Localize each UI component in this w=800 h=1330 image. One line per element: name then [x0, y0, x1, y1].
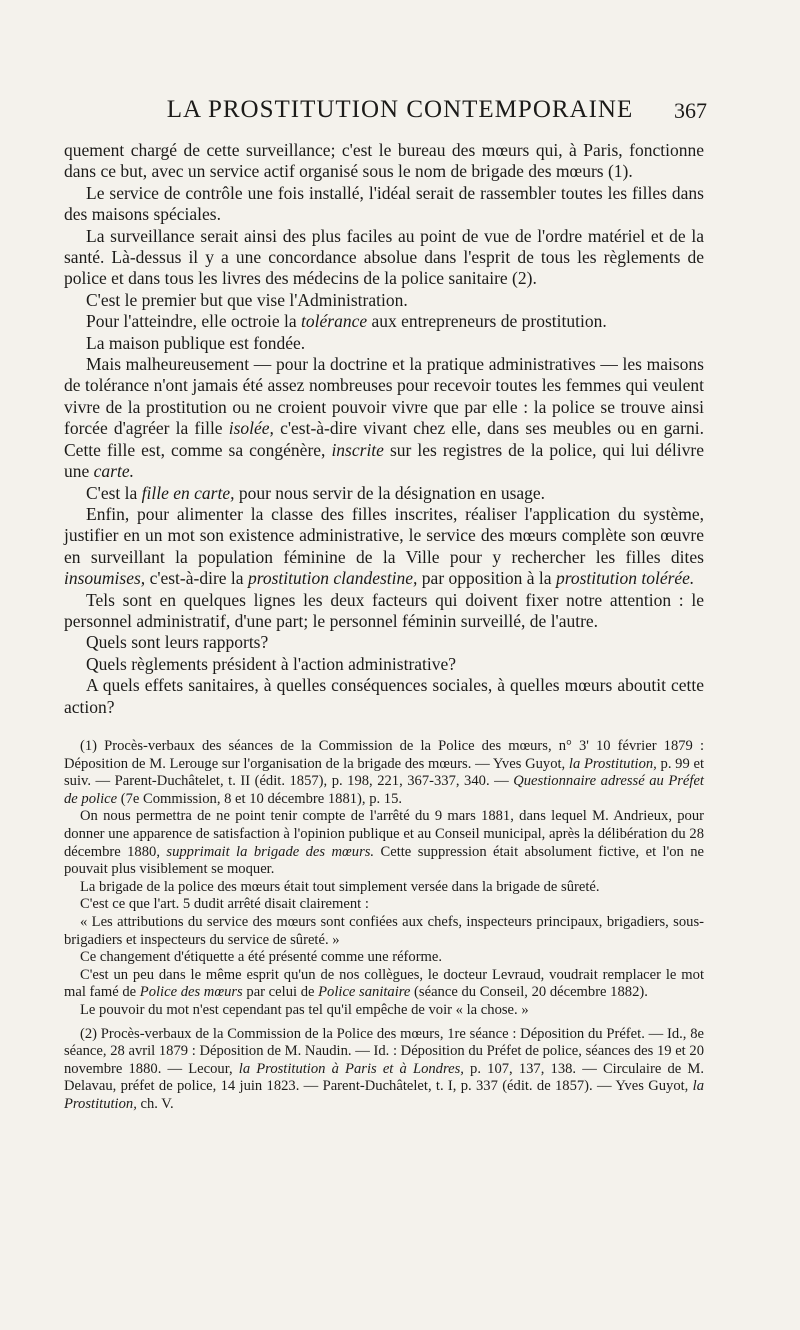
paragraph: Quels règlements président à l'action administrative?	[86, 653, 457, 674]
paragraph: quement chargé de cette surveillance; c'est le bureau des mœurs qui, à Paris, fonctionne dans ce but, avec un service actif organisé sous le nom de brigade des mœurs (1).	[64, 140, 704, 182]
footnote-paragraph: C'est ce que l'art. 5 dudit arrêté disait clairement :	[80, 896, 369, 913]
footnote-quote: « Les attributions du service des mœurs sont confiées aux chefs, inspecteurs principaux, brigadiers, sous-brigadiers et inspecteurs du service de sûreté. »	[64, 913, 704, 948]
paragraph: C'est le premier but que vise l'Administration.	[86, 289, 408, 310]
main-text	[64, 140, 704, 718]
footnote-paragraph: La brigade de la police des mœurs était tout simplement versée dans la brigade de sûreté.	[80, 878, 600, 895]
footnote-paragraph: C'est un peu dans le même esprit qu'un de nos collègues, le docteur Levraud, voudrait remplacer le mot mal famé de Police des mœurs par celui de Police sanitaire (séance du Conseil, 20 décembre 1882).	[64, 966, 704, 1001]
running-title: LA PROSTITUTION CONTEMPORAINE	[166, 96, 634, 123]
page-number: 367	[674, 98, 707, 123]
paragraph: Quels sont leurs rapports?	[86, 632, 269, 653]
footnote-paragraph: Ce changement d'étiquette a été présenté comme une réforme.	[80, 949, 443, 966]
paragraph: A quels effets sanitaires, à quelles conséquences sociales, à quelles mœurs aboutit cette action?	[64, 675, 704, 717]
paragraph: Le service de contrôle une fois installé, l'idéal serait de rassembler toutes les filles dans des maisons spéciales.	[64, 182, 704, 225]
paragraph: La surveillance serait ainsi des plus faciles au point de vue de l'ordre matériel et de la santé. Là-dessus il y a une concordance absolue dans l'esprit de tous les règlements de police et dans tous les livres des médecins de la police sanitaire (2).	[64, 225, 704, 289]
paragraph: Enfin, pour alimenter la classe des filles inscrites, réaliser l'application du système, justifier en un mot son existence administrative, le service des mœurs complète son œuvre en surveillant la population féminine de la Ville pour y rechercher les filles dites insoumises, c'est-à-dire la prostitution clandestine, par opposition à la prostitution tolérée.	[64, 503, 704, 589]
paragraph: Tels sont en quelques lignes les deux facteurs qui doivent fixer notre attention : le personnel administratif, d'une part; le personnel féminin surveillé, de l'autre.	[64, 589, 704, 631]
footnote-paragraph: On nous permettra de ne point tenir compte de l'arrêté du 9 mars 1881, dans lequel M. Andrieux, pour donner une apparence de satisfaction à l'opinion publique et au Conseil municipal, après la délibération du 28 décembre 1880, supprimait la brigade des mœurs. Cette suppression était absolument fictive, et l'on ne pouvait plus visiblement se moquer.	[64, 808, 705, 878]
paragraph: Pour l'atteindre, elle octroie la tolérance aux entrepreneurs de prostitution.	[86, 311, 607, 332]
page-header	[0, 96, 800, 126]
paragraph: Mais malheureusement — pour la doctrine et la pratique administratives — les maisons de tolérance n'ont jamais été assez nombreuses pour recevoir toutes les femmes qui veulent vivre de la prostitution ou ne croient pouvoir vivre que par elle : la police se trouve ainsi forcée d'agréer la fille isolée, c'est-à-dire vivant chez elle, dans ses meubles ou en garni. Cette fille est, comme sa congénère, inscrite sur les registres de la police, qui lui délivre une carte.	[64, 354, 704, 482]
paragraph: La maison publique est fondée.	[86, 332, 306, 353]
footnotes	[64, 738, 704, 1113]
footnote-2: (2) Procès-verbaux de la Commission de la Police des mœurs, 1re séance : Déposition du Préfet. — Id., 8e séance, 28 avril 1879 : Déposition de M. Naudin. — Id. : Déposition du Préfet de police, séances des 19 et 20 novembre 1880. — Lecour, la Prostitution à Paris et à Londres, p. 107, 137, 138. — Circulaire de M. Delavau, préfet de police, 14 juin 1823. — Parent-Duchâtelet, t. I, p. 337 (édit. de 1857). — Yves Guyot, la Prostitution, ch. V.	[64, 1025, 704, 1112]
footnote-paragraph: Le pouvoir du mot n'est cependant pas tel qu'il empêche de voir « la chose. »	[80, 1001, 529, 1018]
footnote-1: (1) Procès-verbaux des séances de la Commission de la Police des mœurs, n° 3' 10 février 1879 : Déposition de M. Lerouge sur l'organisation de la brigade des mœurs. — Yves Guyot, la Prostitution, p. 99 et suiv. — Parent-Duchâtelet, t. II (édit. 1857), p. 198, 221, 367-337, 340. — Questionnaire adressé au Préfet de police (7e Commission, 8 et 10 décembre 1881), p. 15.	[64, 738, 705, 807]
paragraph: C'est la fille en carte, pour nous servir de la désignation en usage.	[86, 482, 546, 503]
